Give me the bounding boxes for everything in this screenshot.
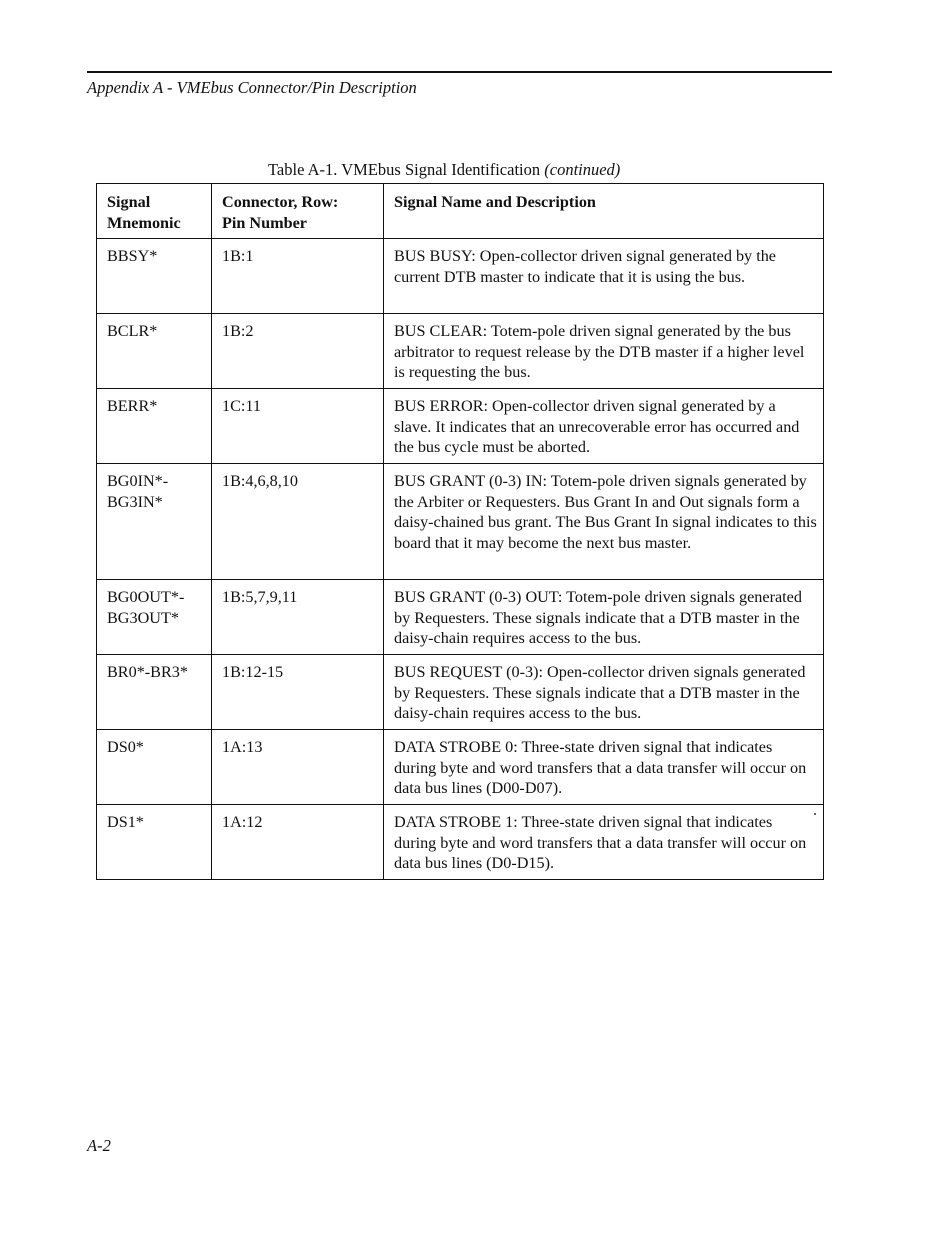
table-header-row (97, 184, 824, 239)
signal-description: BUS CLEAR: Totem-pole driven signal generated by the bus arbitrator to request release by the DTB master if a higher level is requesting the bus. (384, 314, 824, 389)
column-header-pin: Connector, Row: Pin Number (212, 184, 384, 239)
table-row (97, 464, 824, 580)
pin-number: 1B:12-15 (212, 655, 384, 730)
signal-description: BUS GRANT (0-3) OUT: Totem-pole driven signals generated by Requesters. These signals indicate that a DTB master in the daisy-chain requires access to the bus. (384, 580, 824, 655)
table-caption-text: Table A-1. VMEbus Signal Identification (268, 160, 545, 179)
running-header: Appendix A - VMEbus Connector/Pin Description (87, 78, 417, 97)
signal-mnemonic: BERR* (97, 389, 212, 464)
signal-mnemonic: DS0* (97, 730, 212, 805)
signal-table (96, 183, 824, 880)
signal-description: BUS GRANT (0-3) IN: Totem-pole driven signals generated by the Arbiter or Requesters. Bus Grant In and Out signals form a daisy-chained bus grant. The Bus Grant In signal indicates to this board that it may become the next bus master. (384, 464, 824, 580)
scan-speck (814, 813, 816, 815)
pin-number: 1B:4,6,8,10 (212, 464, 384, 580)
pin-number: 1B:1 (212, 239, 384, 314)
signal-description: BUS ERROR: Open-collector driven signal generated by a slave. It indicates that an unrecoverable error has occurred and the bus cycle must be aborted. (384, 389, 824, 464)
table-row (97, 730, 824, 805)
signal-mnemonic: BCLR* (97, 314, 212, 389)
table-row (97, 239, 824, 314)
column-header-description: Signal Name and Description (384, 184, 824, 239)
pin-number: 1B:5,7,9,11 (212, 580, 384, 655)
signal-description: DATA STROBE 1: Three-state driven signal that indicates during byte and word transfers that a data transfer will occur on data bus lines (D0-D15). (384, 805, 824, 880)
page-number: A-2 (87, 1136, 111, 1155)
pin-number: 1C:11 (212, 389, 384, 464)
signal-mnemonic: DS1* (97, 805, 212, 880)
table-caption (268, 160, 620, 180)
signal-description: BUS REQUEST (0-3): Open-collector driven signals generated by Requesters. These signals indicate that a DTB master in the daisy-chain requires access to the bus. (384, 655, 824, 730)
signal-description: BUS BUSY: Open-collector driven signal generated by the current DTB master to indicate that it is using the bus. (384, 239, 824, 314)
table-row (97, 655, 824, 730)
signal-mnemonic: BG0OUT*- BG3OUT* (97, 580, 212, 655)
pin-number: 1A:13 (212, 730, 384, 805)
table-row (97, 805, 824, 880)
signal-mnemonic: BG0IN*- BG3IN* (97, 464, 212, 580)
pin-number: 1A:12 (212, 805, 384, 880)
signal-mnemonic: BR0*-BR3* (97, 655, 212, 730)
signal-description: DATA STROBE 0: Three-state driven signal that indicates during byte and word transfers that a data transfer will occur on data bus lines (D00-D07). (384, 730, 824, 805)
table-row (97, 580, 824, 655)
column-header-mnemonic: Signal Mnemonic (97, 184, 212, 239)
table-caption-continued: (continued) (544, 160, 621, 179)
pin-number: 1B:2 (212, 314, 384, 389)
signal-mnemonic: BBSY* (97, 239, 212, 314)
table-row (97, 314, 824, 389)
header-rule (87, 71, 832, 73)
table-row (97, 389, 824, 464)
